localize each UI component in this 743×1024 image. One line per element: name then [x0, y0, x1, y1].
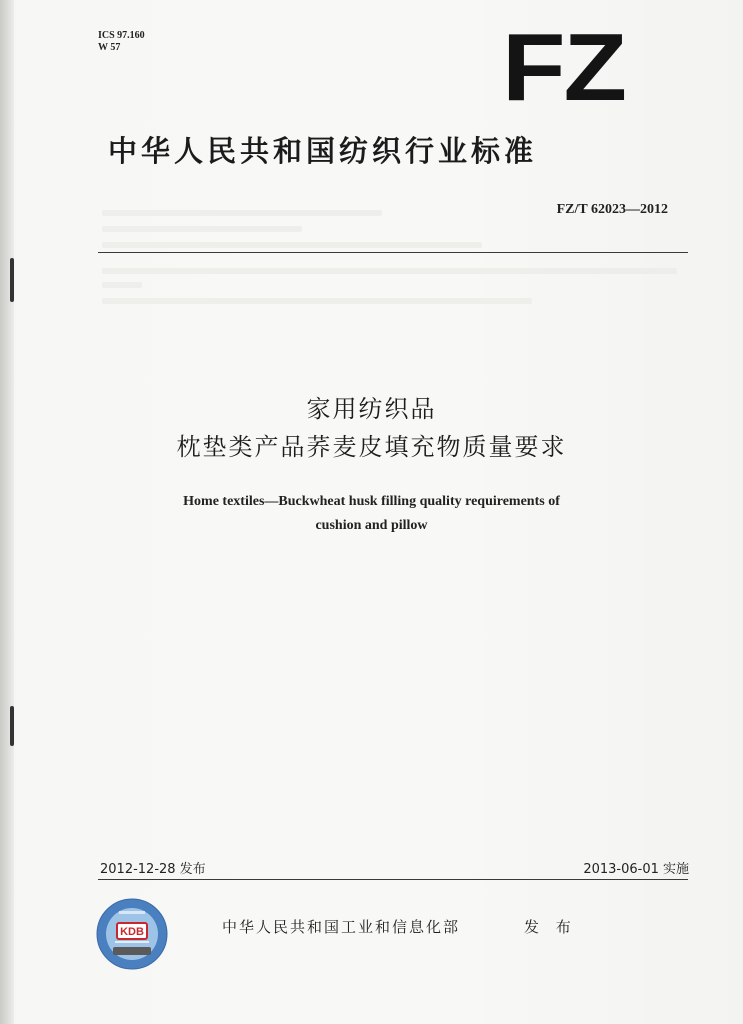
bleed-through-line [102, 242, 482, 248]
svg-text:KDB: KDB [120, 926, 144, 938]
publishing-authority: 中华人民共和国工业和信息化部 [222, 918, 461, 936]
document-title-line-2: 枕垫类产品荞麦皮填充物质量要求 [176, 433, 567, 461]
implementation-date: 2013-06-01 实施 [583, 862, 689, 877]
fz-logo: FZ [502, 14, 626, 122]
ccs-code: W 57 [98, 42, 121, 53]
issue-date: 2012-12-28 发布 [100, 862, 206, 877]
standard-number: FZ/T 62023—2012 [556, 202, 668, 217]
header-divider [98, 252, 688, 253]
bleed-through-line [102, 282, 142, 288]
document-title-line-1: 家用纺织品 [306, 395, 437, 423]
bleed-through-line [102, 210, 382, 216]
bleed-through-line [102, 226, 302, 232]
bleed-through-line [102, 268, 677, 274]
classification-codes [98, 30, 145, 54]
bleed-through-line [102, 298, 532, 304]
english-title-line-1: Home textiles—Buckwheat husk filling quality requirements of [183, 494, 560, 509]
standard-category-title: 中华人民共和国纺织行业标准 [108, 134, 538, 168]
english-title-line-2: cushion and pillow [315, 518, 428, 533]
staple-bottom [10, 706, 14, 746]
footer-divider [98, 879, 688, 880]
staple-top [10, 258, 14, 302]
ics-code: ICS 97.160 [98, 30, 145, 41]
publish-label: 发 布 [524, 918, 577, 936]
anti-counterfeit-seal-icon [95, 897, 169, 971]
